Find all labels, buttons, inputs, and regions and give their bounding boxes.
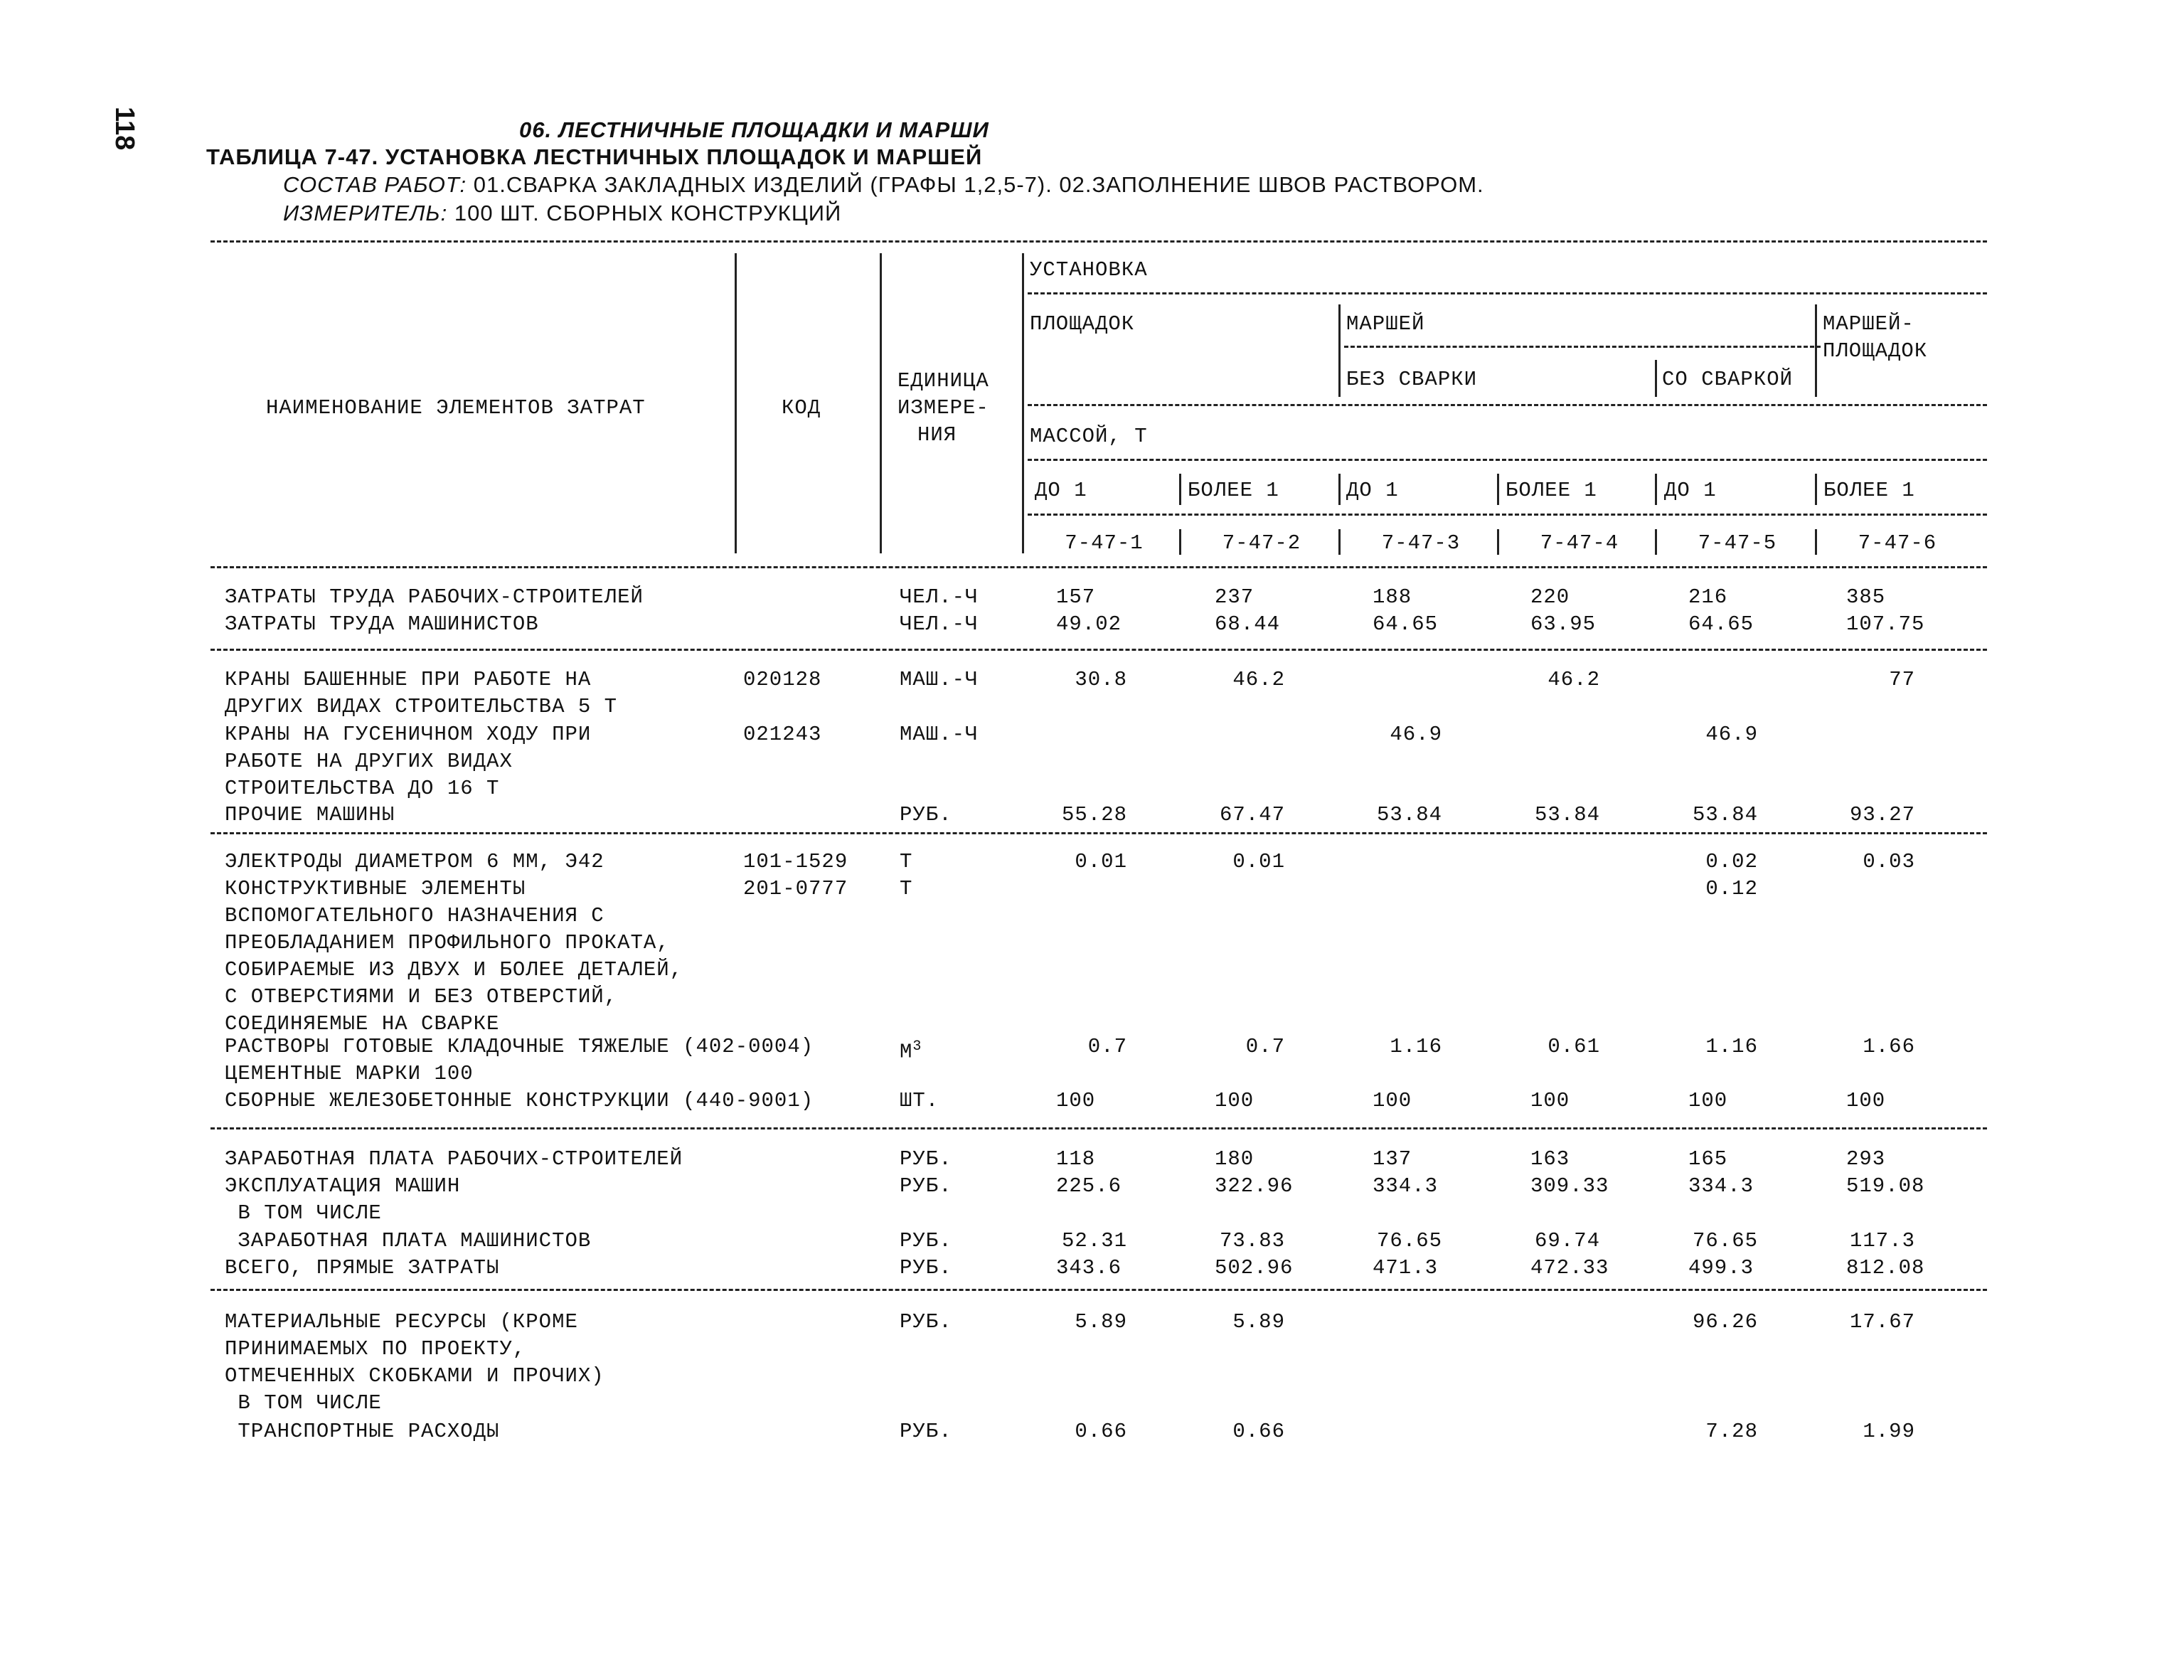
sep-welding [1655, 360, 1657, 397]
row-value-col-2: 0.66 [1232, 1420, 1285, 1443]
col-unit-header-1: ЕДИНИЦА [897, 369, 989, 393]
row-code: 020128 [743, 668, 822, 691]
row-value-col-2: 67.47 [1219, 803, 1285, 826]
row-value-col-2: 237 [1215, 585, 1255, 609]
row-value-col-5: 165 [1688, 1147, 1728, 1171]
row-name: ЗАРАБОТНАЯ ПЛАТА РАБОЧИХ-СТРОИТЕЛЕЙ [225, 1147, 683, 1171]
row-value-col-4: 220 [1530, 585, 1570, 609]
row-value-col-4: 63.95 [1530, 612, 1597, 636]
row-unit: ЧЕЛ.-Ч [900, 585, 979, 609]
col-unit-header-3: НИЯ [917, 423, 957, 447]
rule-mass [1028, 459, 1987, 461]
row-value-col-6: 293 [1846, 1147, 1886, 1171]
sep-c2 [1338, 529, 1341, 555]
row-value-col-2: 5.89 [1232, 1310, 1285, 1334]
row-value-col-2: 46.2 [1232, 668, 1285, 691]
code-6: 7-47-6 [1858, 531, 1937, 555]
row-name: КРАНЫ БАШЕННЫЕ ПРИ РАБОТЕ НА [225, 668, 592, 691]
row-name-continued: В ТОМ ЧИСЛЕ [225, 1201, 382, 1225]
row-value-col-4: 53.84 [1534, 803, 1600, 826]
row-value-col-1: 157 [1056, 585, 1096, 609]
rule-types [1028, 404, 1987, 406]
sep-r2 [1338, 474, 1341, 505]
code-5: 7-47-5 [1698, 531, 1777, 555]
row-value-col-5: 0.02 [1705, 850, 1758, 873]
row-value-col-2: 180 [1215, 1147, 1255, 1171]
row-value-col-6: 77 [1889, 668, 1915, 691]
row-value-col-3: 188 [1373, 585, 1412, 609]
row-value-col-4: 69.74 [1534, 1229, 1600, 1253]
row-unit: Т [900, 850, 913, 873]
meter [283, 201, 841, 226]
row-value-col-6: 17.67 [1849, 1310, 1915, 1334]
mass-header: МАССОЙ, Т [1030, 425, 1148, 448]
row-value-col-3: 100 [1373, 1089, 1412, 1112]
row-unit: МАШ.-Ч [900, 668, 979, 691]
row-value-col-6: 107.75 [1846, 612, 1925, 636]
row-name-continued: ОТМЕЧЕННЫХ СКОБКАМИ И ПРОЧИХ) [225, 1364, 604, 1388]
row-value-col-4: 100 [1530, 1089, 1570, 1112]
row-value-col-5: 100 [1688, 1089, 1728, 1112]
row-value-col-3: 53.84 [1376, 803, 1442, 826]
flights-platforms-header-2: ПЛОЩАДОК [1823, 339, 1928, 363]
row-value-col-2: 73.83 [1219, 1229, 1285, 1253]
section-title: 06. ЛЕСТНИЧНЫЕ ПЛОЩАДКИ И МАРШИ [519, 117, 989, 142]
row-name: МАТЕРИАЛЬНЫЕ РЕСУРСЫ (КРОМЕ [225, 1310, 578, 1334]
row-value-col-6: 519.08 [1846, 1174, 1925, 1198]
row-name-continued: С ОТВЕРСТИЯМИ И БЕЗ ОТВЕРСТИЙ, [225, 985, 618, 1009]
col-sep-code [880, 253, 882, 553]
row-name-continued: СОБИРАЕМЫЕ ИЗ ДВУХ И БОЛЕЕ ДЕТАЛЕЙ, [225, 958, 683, 982]
group-rule-2 [211, 832, 1987, 834]
code-2: 7-47-2 [1222, 531, 1301, 555]
row-name: КОНСТРУКТИВНЫЕ ЭЛЕМЕНТЫ [225, 877, 526, 900]
row-name-continued: СОЕДИНЯЕМЫЕ НА СВАРКЕ [225, 1012, 500, 1036]
range-3: ДО 1 [1346, 479, 1399, 502]
row-name: ВСЕГО, ПРЯМЫЕ ЗАТРАТЫ [225, 1256, 500, 1280]
row-name: КРАНЫ НА ГУСЕНИЧНОМ ХОДУ ПРИ [225, 723, 592, 746]
row-unit: РУБ. [900, 1256, 952, 1280]
row-value-col-6: 0.03 [1863, 850, 1915, 873]
row-name: ЗАТРАТЫ ТРУДА РАБОЧИХ-СТРОИТЕЛЕЙ [225, 585, 644, 609]
row-value-col-1: 118 [1056, 1147, 1096, 1171]
row-value-col-6: 100 [1846, 1089, 1886, 1112]
row-value-col-1: 49.02 [1056, 612, 1122, 636]
row-value-col-2: 322.96 [1215, 1174, 1294, 1198]
row-unit: РУБ. [900, 1147, 952, 1171]
table-title: ТАБЛИЦА 7-47. УСТАНОВКА ЛЕСТНИЧНЫХ ПЛОЩАДОК И МАРШЕЙ [206, 144, 983, 169]
row-value-col-1: 0.01 [1075, 850, 1127, 873]
row-value-col-5: 7.28 [1705, 1420, 1758, 1443]
row-value-col-5: 53.84 [1692, 803, 1758, 826]
row-value-col-6: 385 [1846, 585, 1886, 609]
rule-ranges [1028, 514, 1987, 516]
row-value-col-4: 46.2 [1548, 668, 1600, 691]
sep-r3 [1497, 474, 1499, 505]
sep-c1 [1179, 529, 1181, 555]
sep-c4 [1655, 529, 1657, 555]
range-5: ДО 1 [1664, 479, 1717, 502]
row-name-continued: ДРУГИХ ВИДАХ СТРОИТЕЛЬСТВА 5 Т [225, 695, 618, 718]
flights-header: МАРШЕЙ [1346, 312, 1425, 336]
platforms-header: ПЛОЩАДОК [1030, 312, 1135, 336]
row-value-col-1: 52.31 [1061, 1229, 1127, 1253]
row-name: РАСТВОРЫ ГОТОВЫЕ КЛАДОЧНЫЕ ТЯЖЕЛЫЕ (402-0004) [225, 1035, 814, 1058]
row-unit: РУБ. [900, 1420, 952, 1443]
row-value-col-1: 5.89 [1075, 1310, 1127, 1334]
row-value-col-2: 0.01 [1232, 850, 1285, 873]
row-value-col-5: 0.12 [1705, 877, 1758, 900]
sep-r4 [1655, 474, 1657, 505]
row-unit: ЧЕЛ.-Ч [900, 612, 979, 636]
code-4: 7-47-4 [1540, 531, 1619, 555]
row-value-col-5: 1.16 [1705, 1035, 1758, 1058]
row-name: ТРАНСПОРТНЫЕ РАСХОДЫ [225, 1420, 500, 1443]
row-name-continued: РАБОТЕ НА ДРУГИХ ВИДАХ [225, 750, 513, 773]
row-value-col-2: 100 [1215, 1089, 1255, 1112]
row-value-col-2: 68.44 [1215, 612, 1281, 636]
row-name: СБОРНЫЕ ЖЕЛЕЗОБЕТОННЫЕ КОНСТРУКЦИИ (440-9001) [225, 1089, 814, 1112]
row-name-continued: В ТОМ ЧИСЛЕ [225, 1391, 382, 1415]
col-sep-name [735, 253, 737, 553]
row-value-col-6: 1.99 [1863, 1420, 1915, 1443]
col-sep-unit [1022, 253, 1024, 553]
row-value-col-1: 0.7 [1087, 1035, 1127, 1058]
row-name-continued: ПРЕОБЛАДАНИЕМ ПРОФИЛЬНОГО ПРОКАТА, [225, 931, 670, 955]
row-code: 021243 [743, 723, 822, 746]
row-value-col-6: 1.66 [1863, 1035, 1915, 1058]
flights-platforms-header-1: МАРШЕЙ- [1823, 312, 1914, 336]
row-name: ЗАТРАТЫ ТРУДА МАШИНИСТОВ [225, 612, 539, 636]
range-2: БОЛЕЕ 1 [1188, 479, 1279, 502]
row-name: ЭЛЕКТРОДЫ ДИАМЕТРОМ 6 ММ, Э42 [225, 850, 604, 873]
row-value-col-1: 30.8 [1075, 668, 1127, 691]
row-value-col-5: 76.65 [1692, 1229, 1758, 1253]
row-value-col-6: 812.08 [1846, 1256, 1925, 1280]
row-value-col-5: 64.65 [1688, 612, 1754, 636]
range-4: БОЛЕЕ 1 [1506, 479, 1597, 502]
row-value-col-5: 499.3 [1688, 1256, 1754, 1280]
no-welding-header: БЕЗ СВАРКИ [1346, 368, 1478, 391]
with-welding-header: СО СВАРКОЙ [1662, 368, 1794, 391]
code-1: 7-47-1 [1065, 531, 1144, 555]
row-value-col-1: 225.6 [1056, 1174, 1122, 1198]
group-rule-1 [211, 649, 1987, 651]
row-value-col-4: 0.61 [1548, 1035, 1600, 1058]
sep-welding-end [1815, 360, 1817, 397]
row-value-col-4: 163 [1530, 1147, 1570, 1171]
row-unit: ШТ. [900, 1089, 939, 1112]
row-unit: РУБ. [900, 1310, 952, 1334]
row-unit: РУБ. [900, 1174, 952, 1198]
sep-c3 [1497, 529, 1499, 555]
row-name-continued: ПРИНИМАЕМЫХ ПО ПРОЕКТУ, [225, 1337, 526, 1361]
row-value-col-3: 334.3 [1373, 1174, 1439, 1198]
row-value-col-5: 216 [1688, 585, 1728, 609]
group-rule-4 [211, 1289, 1987, 1291]
range-6: БОЛЕЕ 1 [1823, 479, 1915, 502]
code-3: 7-47-3 [1381, 531, 1461, 555]
row-unit: РУБ. [900, 803, 952, 826]
row-value-col-5: 96.26 [1692, 1310, 1758, 1334]
row-name: ЭКСПЛУАТАЦИЯ МАШИН [225, 1174, 461, 1198]
sep-c5 [1815, 529, 1817, 555]
col-code-header: КОД [782, 396, 821, 420]
row-value-col-5: 334.3 [1688, 1174, 1754, 1198]
row-name: ПРОЧИЕ МАШИНЫ [225, 803, 395, 826]
row-value-col-1: 100 [1056, 1089, 1096, 1112]
row-value-col-6: 117.3 [1849, 1229, 1915, 1253]
row-value-col-2: 0.7 [1245, 1035, 1285, 1058]
row-value-col-5: 46.9 [1705, 723, 1758, 746]
row-unit: МАШ.-Ч [900, 723, 979, 746]
unit-superscript: 3 [912, 1038, 922, 1055]
row-value-col-1: 0.66 [1075, 1420, 1127, 1443]
row-value-col-4: 472.33 [1530, 1256, 1609, 1280]
row-name-continued: ВСПОМОГАТЕЛЬНОГО НАЗНАЧЕНИЯ С [225, 904, 604, 927]
group-rule-3 [211, 1127, 1987, 1129]
work-label: СОСТАВ РАБОТ: [283, 172, 467, 197]
row-value-col-3: 1.16 [1390, 1035, 1442, 1058]
row-value-col-2: 502.96 [1215, 1256, 1294, 1280]
row-name-continued: СТРОИТЕЛЬСТВА ДО 16 Т [225, 777, 500, 800]
row-value-col-6: 93.27 [1849, 803, 1915, 826]
row-value-col-3: 64.65 [1373, 612, 1439, 636]
row-value-col-4: 309.33 [1530, 1174, 1609, 1198]
work-composition [283, 172, 1484, 198]
row-value-col-3: 471.3 [1373, 1256, 1439, 1280]
rule-install [1028, 292, 1987, 294]
row-unit: Т [900, 877, 913, 900]
work-text: 01.СВАРКА ЗАКЛАДНЫХ ИЗДЕЛИЙ (ГРАФЫ 1,2,5-7). 02.ЗАПОЛНЕНИЕ ШВОВ РАСТВОРОМ. [467, 172, 1484, 197]
row-unit: $М^3$ [900, 1038, 922, 1064]
sep-flights [1338, 304, 1341, 397]
header-bottom-rule [211, 566, 1987, 568]
col-name-header: НАИМЕНОВАНИЕ ЭЛЕМЕНТОВ ЗАТРАТ [266, 396, 646, 420]
row-name-continued: ЦЕМЕНТНЫЕ МАРКИ 100 [225, 1062, 474, 1085]
row-value-col-3: 46.9 [1390, 723, 1442, 746]
row-value-col-1: 55.28 [1061, 803, 1127, 826]
table-top-rule [211, 240, 1987, 243]
meter-label: ИЗМЕРИТЕЛЬ: [283, 201, 448, 225]
sep-r5 [1815, 474, 1817, 505]
sep-r1 [1179, 474, 1181, 505]
row-name: ЗАРАБОТНАЯ ПЛАТА МАШИНИСТОВ [225, 1229, 592, 1253]
row-value-col-3: 137 [1373, 1147, 1412, 1171]
row-code: 101-1529 [743, 850, 848, 873]
rule-flights [1344, 346, 1821, 348]
row-value-col-1: 343.6 [1056, 1256, 1122, 1280]
install-header: УСТАНОВКА [1030, 258, 1148, 282]
meter-text: 100 ШТ. СБОРНЫХ КОНСТРУКЦИЙ [447, 201, 842, 225]
row-unit: РУБ. [900, 1229, 952, 1253]
row-value-col-3: 76.65 [1376, 1229, 1442, 1253]
range-1: ДО 1 [1035, 479, 1087, 502]
page-number: 118 [110, 107, 139, 151]
row-code: 201-0777 [743, 877, 848, 900]
col-unit-header-2: ИЗМЕРЕ- [897, 396, 989, 420]
